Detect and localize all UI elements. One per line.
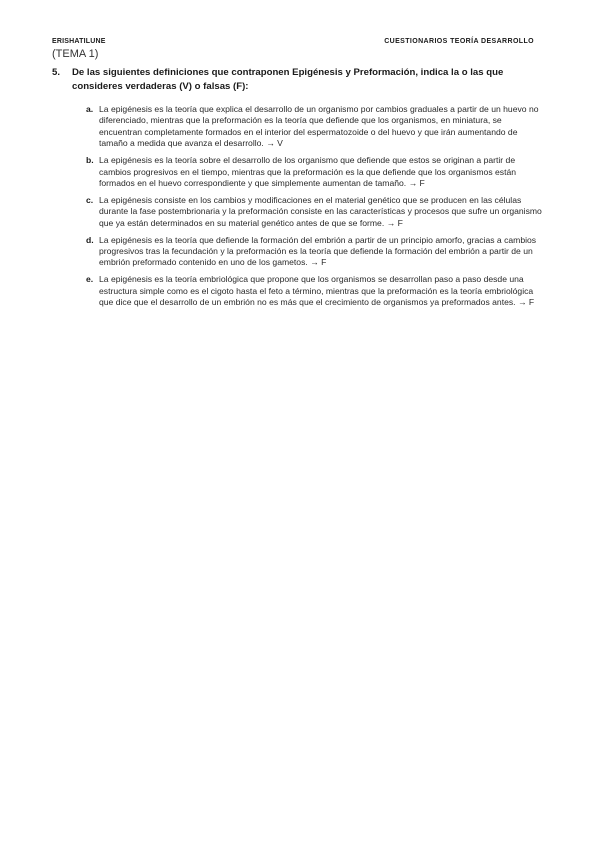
option-a [86, 104, 542, 150]
answer-options-list [86, 104, 542, 314]
topic-label: (TEMA 1) [52, 48, 99, 60]
header-author: ERISHATILUNE [52, 38, 106, 45]
option-letter: a. [86, 104, 94, 114]
option-letter: e. [86, 274, 94, 285]
option-text: La epigénesis es la teoría embriológica que propone que los organismos se desarrollan paso a paso desde una estructura simple como es el cigoto hasta el feto a término, mientras que la preformación es la teoría embriológica que dice que el desarrollo de un embrión no es más que el crecimiento de organismos ya preformados antes. → F [99, 274, 535, 308]
question-5 [52, 66, 542, 93]
option-d [86, 235, 542, 269]
option-letter: c. [86, 194, 94, 205]
header-title: CUESTIONARIOS TEORÍA DESARROLLO [384, 38, 534, 45]
option-b [86, 155, 542, 189]
option-text: La epigénesis es la teoría que explica el desarrollo de un organismo por cambios graduales a partir de un huevo no diferenciado, mientras que la preformación es la teoría que defiende que los organismos, en miniatura, se encuentran completamente formados en el interior del espermatozoide o del huevo y que irán aumentando de tamaño a medida que avanza el desarrollo. → V [99, 104, 539, 149]
option-c [86, 195, 542, 229]
option-e [86, 274, 542, 308]
question-text: De las siguientes definiciones que contraponen Epigénesis y Preformación, indica la o las que consideres verdaderas (V) o falsas (F): [72, 67, 504, 92]
option-text: La epigénesis consiste en los cambios y modificaciones en el material genético que se producen en las células durante la fase postembrionaria y la preformación consiste en las características y procesos que sufre un organismo que ya están determinados en su material genético antes de que se forme. → F [99, 194, 542, 228]
option-letter: b. [86, 155, 94, 166]
option-text: La epigénesis es la teoría sobre el desarrollo de los organismo que defiende que estos se originan a partir de cambios progresivos en el tiempo, mientras que la preformación es la que defiende que los organismos están formados en el huevo correspondiente y que simplemente aumentan de tamaño. → F [99, 155, 517, 188]
option-text: La epigénesis es la teoría que defiende la formación del embrión a partir de un principio amorfo, gracias a cambios progresivos tras la fecundación y la preformación es la teoría que defiende la formación del embrión a partir de un embrión preformado contenido en uno de los gametos. → F [99, 234, 537, 268]
option-letter: d. [86, 234, 94, 245]
question-number: 5. [52, 67, 61, 78]
